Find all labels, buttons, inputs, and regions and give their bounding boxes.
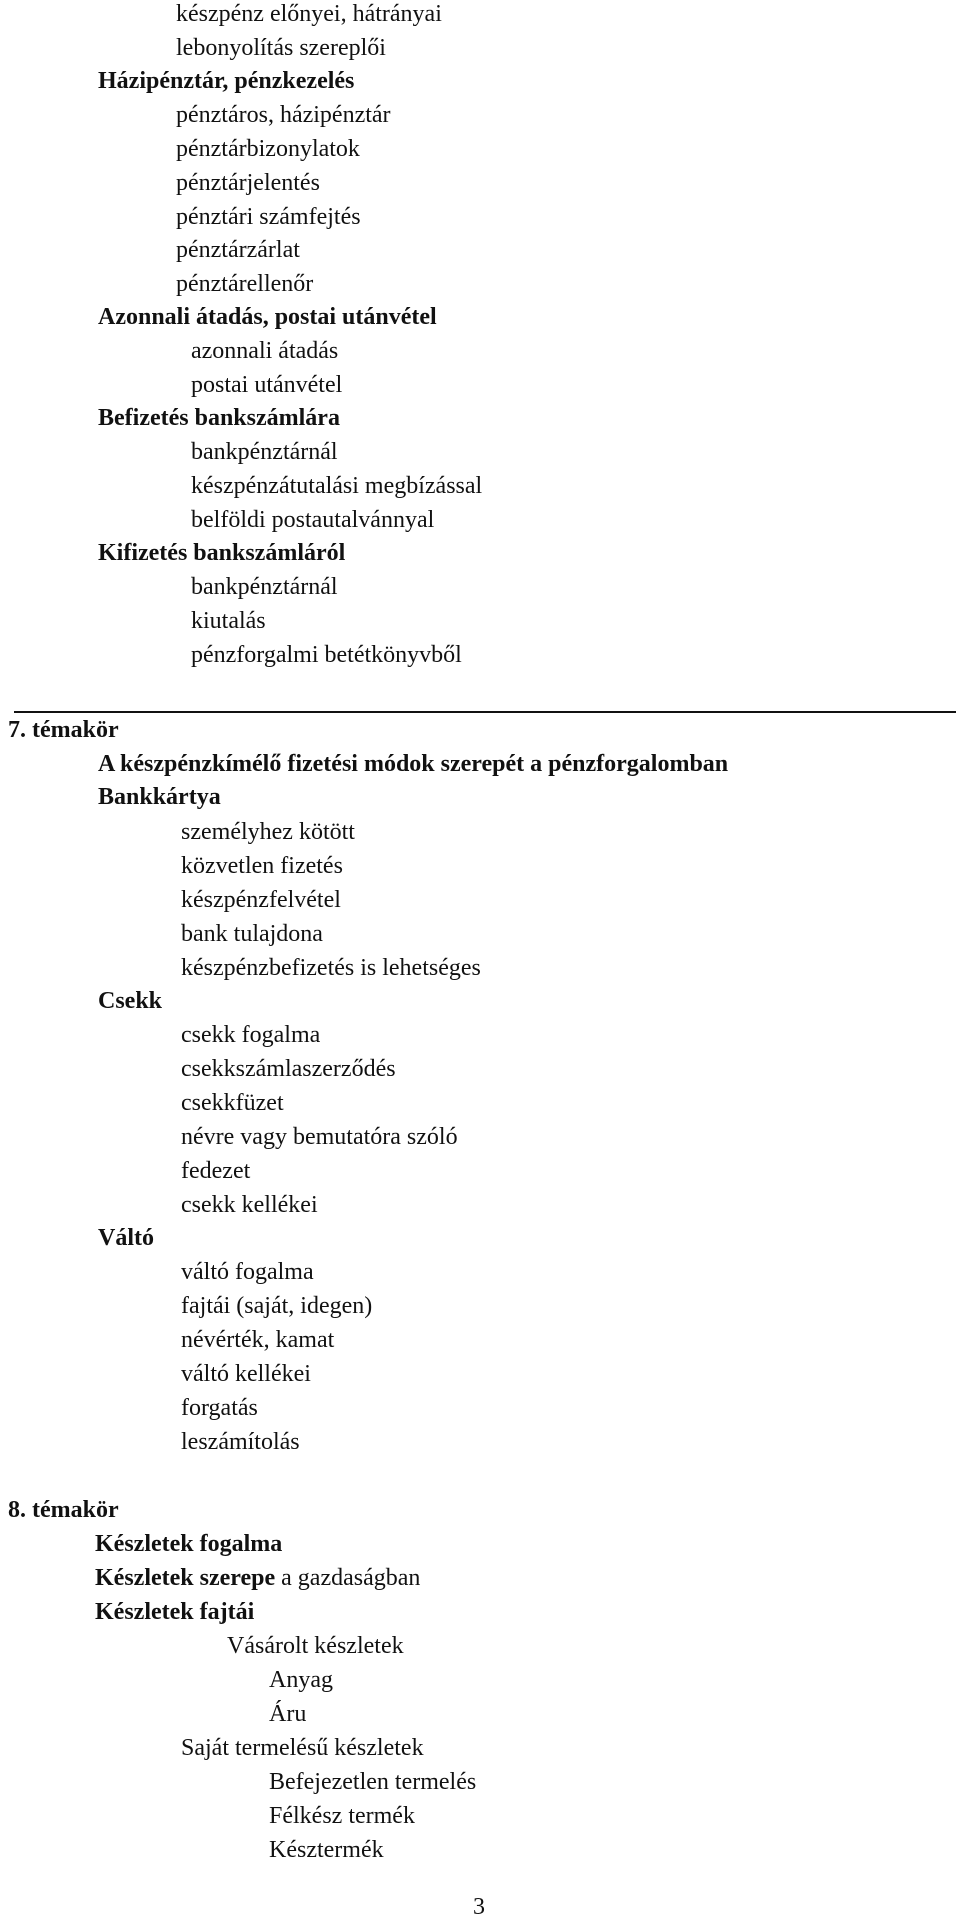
list-item: csekkszámlaszerződés bbox=[181, 1056, 396, 1082]
list-item: csekk fogalma bbox=[181, 1022, 321, 1048]
list-item: bank tulajdona bbox=[181, 921, 323, 947]
list-item: készpénz előnyei, hátrányai bbox=[176, 1, 442, 27]
bold-phrase: Készletek szerepe bbox=[95, 1565, 276, 1591]
list-item: leszámítolás bbox=[181, 1429, 300, 1455]
section-heading-bankkartya: Bankkártya bbox=[98, 784, 221, 810]
list-item: készpénzfelvétel bbox=[181, 887, 341, 913]
list-item: csekkfüzet bbox=[181, 1090, 284, 1116]
section-title-7: 7. témakör bbox=[8, 717, 119, 743]
list-item: Áru bbox=[269, 1701, 307, 1727]
list-item bbox=[95, 1564, 420, 1592]
page-number: 3 bbox=[473, 1894, 485, 1920]
section-subtitle-7: A készpénzkímélő fizetési módok szerepét a pénzforgalomban bbox=[98, 751, 729, 777]
list-item: váltó fogalma bbox=[181, 1259, 314, 1285]
list-item: Félkész termék bbox=[269, 1803, 415, 1829]
list-item: váltó kellékei bbox=[181, 1361, 311, 1387]
list-item: pénztári számfejtés bbox=[176, 204, 361, 230]
list-item: pénzforgalmi betétkönyvből bbox=[191, 642, 462, 668]
list-item: Késztermék bbox=[269, 1837, 384, 1863]
list-item: készpénzbefizetés is lehetséges bbox=[181, 955, 481, 981]
list-item: pénztárzárlat bbox=[176, 237, 300, 263]
list-item: kiutalás bbox=[191, 608, 266, 634]
list-item: belföldi postautalvánnyal bbox=[191, 507, 435, 533]
list-item: lebonyolítás szereplői bbox=[176, 35, 386, 61]
list-item: postai utánvétel bbox=[191, 372, 343, 398]
list-item: Készletek fogalma bbox=[95, 1531, 283, 1557]
section-heading-csekk: Csekk bbox=[98, 988, 163, 1014]
list-item: Befejezetlen termelés bbox=[269, 1769, 477, 1795]
section-heading-azonnali: Azonnali átadás, postai utánvétel bbox=[98, 304, 437, 330]
list-item: csekk kellékei bbox=[181, 1192, 318, 1218]
list-item: Saját termelésű készletek bbox=[181, 1735, 424, 1761]
list-item: azonnali átadás bbox=[191, 338, 339, 364]
list-item: forgatás bbox=[181, 1395, 258, 1421]
list-item: fedezet bbox=[181, 1158, 251, 1184]
section-heading-valto: Váltó bbox=[98, 1225, 154, 1251]
section-title-8: 8. témakör bbox=[8, 1497, 119, 1523]
list-item: névre vagy bemutatóra szóló bbox=[181, 1124, 458, 1150]
section-heading-befizetes: Befizetés bankszámlára bbox=[98, 405, 340, 431]
list-item: készpénzátutalási megbízással bbox=[191, 473, 483, 499]
list-item: Anyag bbox=[269, 1667, 333, 1693]
plain-phrase: a gazdaságban bbox=[275, 1565, 421, 1591]
list-item: személyhez kötött bbox=[181, 819, 355, 845]
list-item: pénztárbizonylatok bbox=[176, 136, 360, 162]
section-heading-hazipenztar: Házipénztár, pénzkezelés bbox=[98, 68, 355, 94]
section-divider bbox=[14, 711, 956, 713]
list-item: bankpénztárnál bbox=[191, 439, 338, 465]
list-item: bankpénztárnál bbox=[191, 574, 338, 600]
list-item: pénztárellenőr bbox=[176, 271, 314, 297]
list-item: Készletek fajtái bbox=[95, 1599, 255, 1625]
list-item: Vásárolt készletek bbox=[227, 1633, 404, 1659]
list-item: pénztárjelentés bbox=[176, 170, 320, 196]
list-item: névérték, kamat bbox=[181, 1327, 335, 1353]
list-item: pénztáros, házipénztár bbox=[176, 102, 391, 128]
section-heading-kifizetes: Kifizetés bankszámláról bbox=[98, 540, 346, 566]
list-item: fajtái (saját, idegen) bbox=[181, 1293, 373, 1319]
list-item: közvetlen fizetés bbox=[181, 853, 343, 879]
